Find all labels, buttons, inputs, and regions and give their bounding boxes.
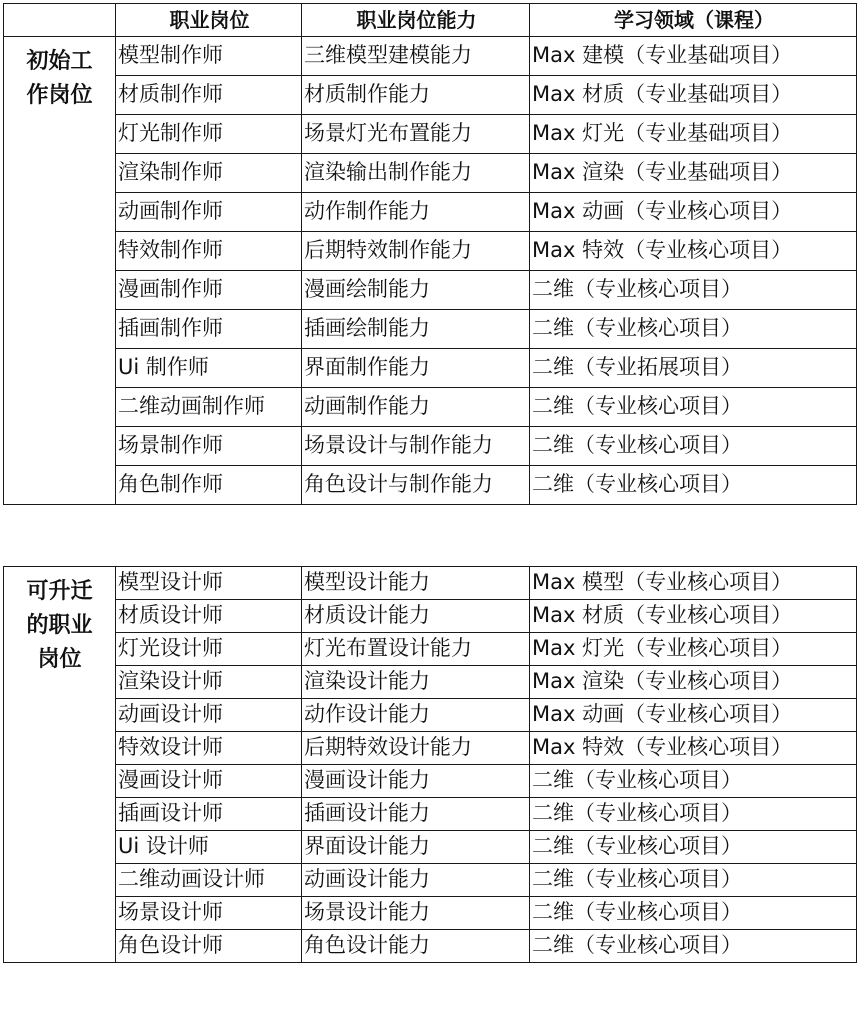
position-cell: 二维动画制作师 [116,388,302,427]
table-row [4,349,857,388]
course-cell: 二维（专业核心项目） [530,897,857,930]
course-cell: Max 材质（专业核心项目） [530,600,857,633]
position-cell: 场景制作师 [116,427,302,466]
ability-cell: 后期特效设计能力 [302,732,530,765]
group-label [4,567,116,963]
ability-cell: 漫画绘制能力 [302,271,530,310]
table-row [4,930,857,963]
course-cell: Max 动画（专业核心项目） [530,699,857,732]
position-cell: 插画设计师 [116,798,302,831]
ability-cell: 插画绘制能力 [302,310,530,349]
course-cell: Max 特效（专业核心项目） [530,732,857,765]
position-cell: 灯光制作师 [116,115,302,154]
course-cell: 二维（专业核心项目） [530,765,857,798]
table-row [4,232,857,271]
table-row [4,567,857,600]
course-cell: 二维（专业核心项目） [530,930,857,963]
course-cell: 二维（专业拓展项目） [530,349,857,388]
course-cell: Max 模型（专业核心项目） [530,567,857,600]
table-row [4,271,857,310]
table-row [4,798,857,831]
table-row [4,193,857,232]
table-row [4,466,857,505]
header-corner-cell [4,4,116,37]
ability-cell: 渲染设计能力 [302,666,530,699]
course-cell: 二维（专业核心项目） [530,310,857,349]
position-cell: 材质设计师 [116,600,302,633]
header-ability: 职业岗位能力 [302,4,530,37]
position-cell: 特效制作师 [116,232,302,271]
table-row [4,154,857,193]
course-cell: 二维（专业核心项目） [530,427,857,466]
ability-cell: 插画设计能力 [302,798,530,831]
ability-cell: 材质制作能力 [302,76,530,115]
table-row [4,427,857,466]
course-cell: Max 渲染（专业基础项目） [530,154,857,193]
ability-cell: 动作制作能力 [302,193,530,232]
course-cell: 二维（专业核心项目） [530,388,857,427]
advance-positions-table [3,566,857,963]
course-cell: Max 灯光（专业核心项目） [530,633,857,666]
table-row [4,831,857,864]
ability-cell: 灯光布置设计能力 [302,633,530,666]
ability-cell: 后期特效制作能力 [302,232,530,271]
ability-cell: 模型设计能力 [302,567,530,600]
ability-cell: 界面制作能力 [302,349,530,388]
position-cell: 角色设计师 [116,930,302,963]
table-row [4,897,857,930]
ability-cell: 动画设计能力 [302,864,530,897]
ability-cell: 三维模型建模能力 [302,37,530,76]
position-cell: 模型设计师 [116,567,302,600]
ability-cell: 界面设计能力 [302,831,530,864]
group-label-line: 可升迁 [26,579,93,604]
ability-cell: 场景设计能力 [302,897,530,930]
course-cell: 二维（专业核心项目） [530,864,857,897]
position-cell: 材质制作师 [116,76,302,115]
ability-cell: 场景设计与制作能力 [302,427,530,466]
course-cell: 二维（专业核心项目） [530,466,857,505]
ability-cell: 动作设计能力 [302,699,530,732]
course-cell: 二维（专业核心项目） [530,271,857,310]
position-cell: 二维动画设计师 [116,864,302,897]
table-row [4,115,857,154]
position-cell: 漫画制作师 [116,271,302,310]
table-row [4,765,857,798]
ability-cell: 角色设计能力 [302,930,530,963]
course-cell: Max 动画（专业核心项目） [530,193,857,232]
table-row [4,76,857,115]
table-row [4,633,857,666]
position-cell: 特效设计师 [116,732,302,765]
group-label [4,37,116,505]
course-cell: Max 建模（专业基础项目） [530,37,857,76]
course-cell: 二维（专业核心项目） [530,831,857,864]
initial-positions-table [3,3,857,505]
group-label-line: 初始工 [26,49,93,74]
course-cell: 二维（专业核心项目） [530,798,857,831]
table-row [4,864,857,897]
position-cell: 渲染制作师 [116,154,302,193]
ability-cell: 漫画设计能力 [302,765,530,798]
position-cell: 模型制作师 [116,37,302,76]
ability-cell: 渲染输出制作能力 [302,154,530,193]
group-label-line: 岗位 [37,647,82,673]
course-cell: Max 材质（专业基础项目） [530,76,857,115]
course-cell: Max 特效（专业核心项目） [530,232,857,271]
position-cell: Ui 设计师 [116,831,302,864]
table-row [4,666,857,699]
header-row [4,4,857,37]
ability-cell: 材质设计能力 [302,600,530,633]
header-course: 学习领域（课程） [530,4,857,37]
table-row [4,310,857,349]
position-cell: 插画制作师 [116,310,302,349]
position-cell: Ui 制作师 [116,349,302,388]
ability-cell: 角色设计与制作能力 [302,466,530,505]
position-cell: 场景设计师 [116,897,302,930]
ability-cell: 动画制作能力 [302,388,530,427]
ability-cell: 场景灯光布置能力 [302,115,530,154]
table-row [4,388,857,427]
position-cell: 动画设计师 [116,699,302,732]
header-position: 职业岗位 [116,4,302,37]
position-cell: 漫画设计师 [116,765,302,798]
table-row [4,732,857,765]
position-cell: 角色制作师 [116,466,302,505]
group-label-line: 作岗位 [26,83,93,109]
group-label-line: 的职业 [26,613,93,639]
course-cell: Max 灯光（专业基础项目） [530,115,857,154]
table-row [4,600,857,633]
position-cell: 灯光设计师 [116,633,302,666]
position-cell: 渲染设计师 [116,666,302,699]
position-cell: 动画制作师 [116,193,302,232]
table-row [4,37,857,76]
course-cell: Max 渲染（专业核心项目） [530,666,857,699]
table-row [4,699,857,732]
